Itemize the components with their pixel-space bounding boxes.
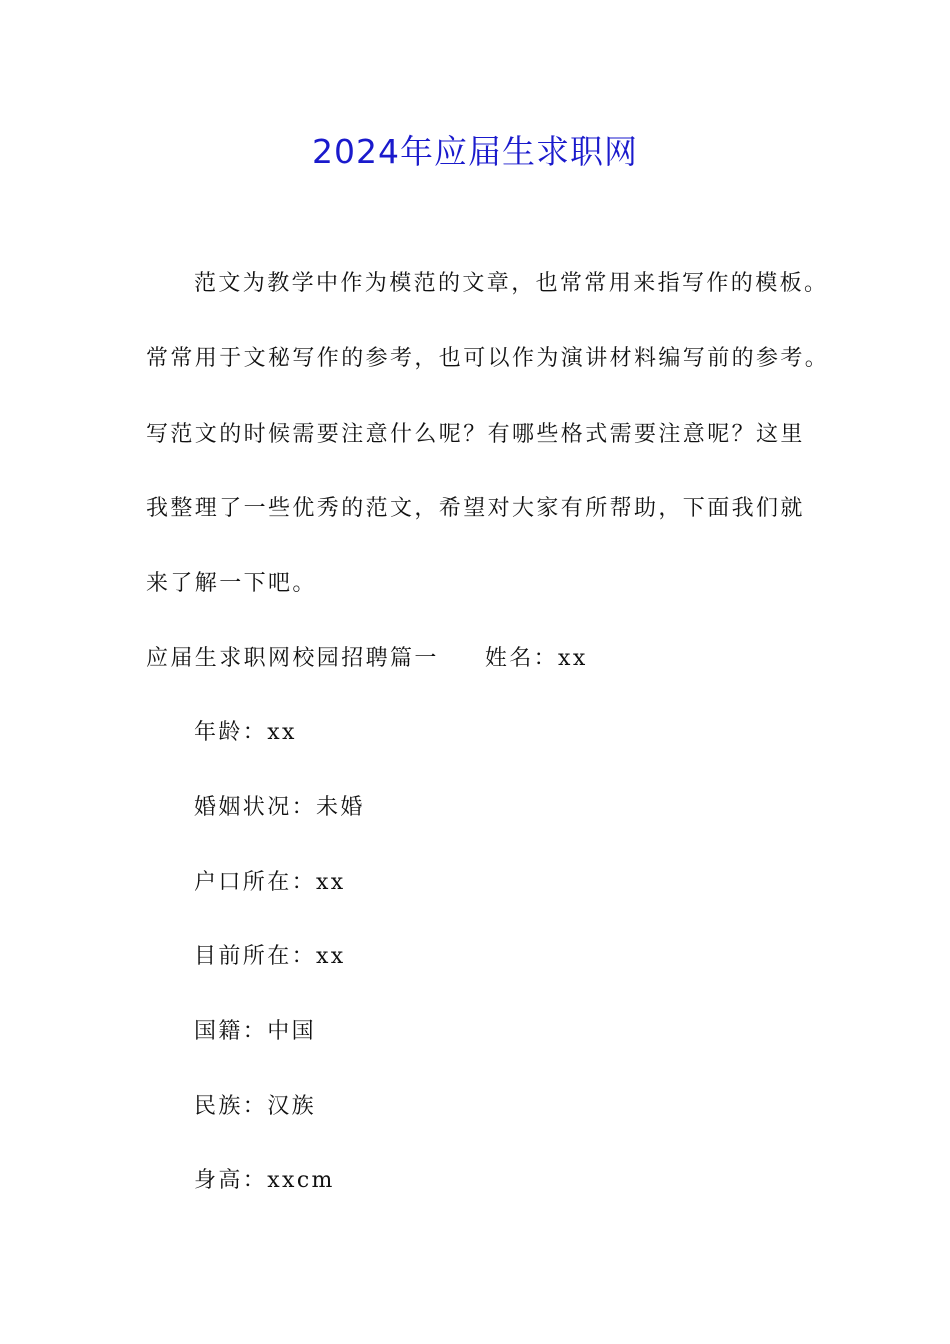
field-marital-status: 婚姻状况：未婚 (194, 795, 365, 820)
field-current-location: 目前所在：xx (194, 944, 346, 969)
paragraph-line-5: 来了解一下吧。 (146, 571, 317, 596)
field-height: 身高：xxcm (194, 1168, 335, 1193)
field-name: 姓名：xx (484, 646, 588, 671)
field-age: 年龄：xx (194, 720, 297, 745)
section-heading: 应届生求职网校园招聘篇一 (146, 646, 439, 671)
field-household-registration: 户口所在：xx (194, 870, 346, 895)
paragraph-line-1: 范文为教学中作为模范的文章，也常常用来指写作的模板。 (194, 271, 829, 296)
section-heading-row (146, 643, 588, 675)
document-title: 2024年应届生求职网 (312, 132, 638, 171)
paragraph-line-3: 写范文的时候需要注意什么呢？有哪些格式需要注意呢？这里 (146, 422, 805, 447)
field-ethnicity: 民族：汉族 (194, 1094, 317, 1119)
field-nationality: 国籍：中国 (194, 1019, 317, 1044)
paragraph-line-4: 我整理了一些优秀的范文，希望对大家有所帮助，下面我们就 (146, 496, 805, 521)
paragraph-line-2: 常常用于文秘写作的参考，也可以作为演讲材料编写前的参考。 (146, 346, 830, 371)
